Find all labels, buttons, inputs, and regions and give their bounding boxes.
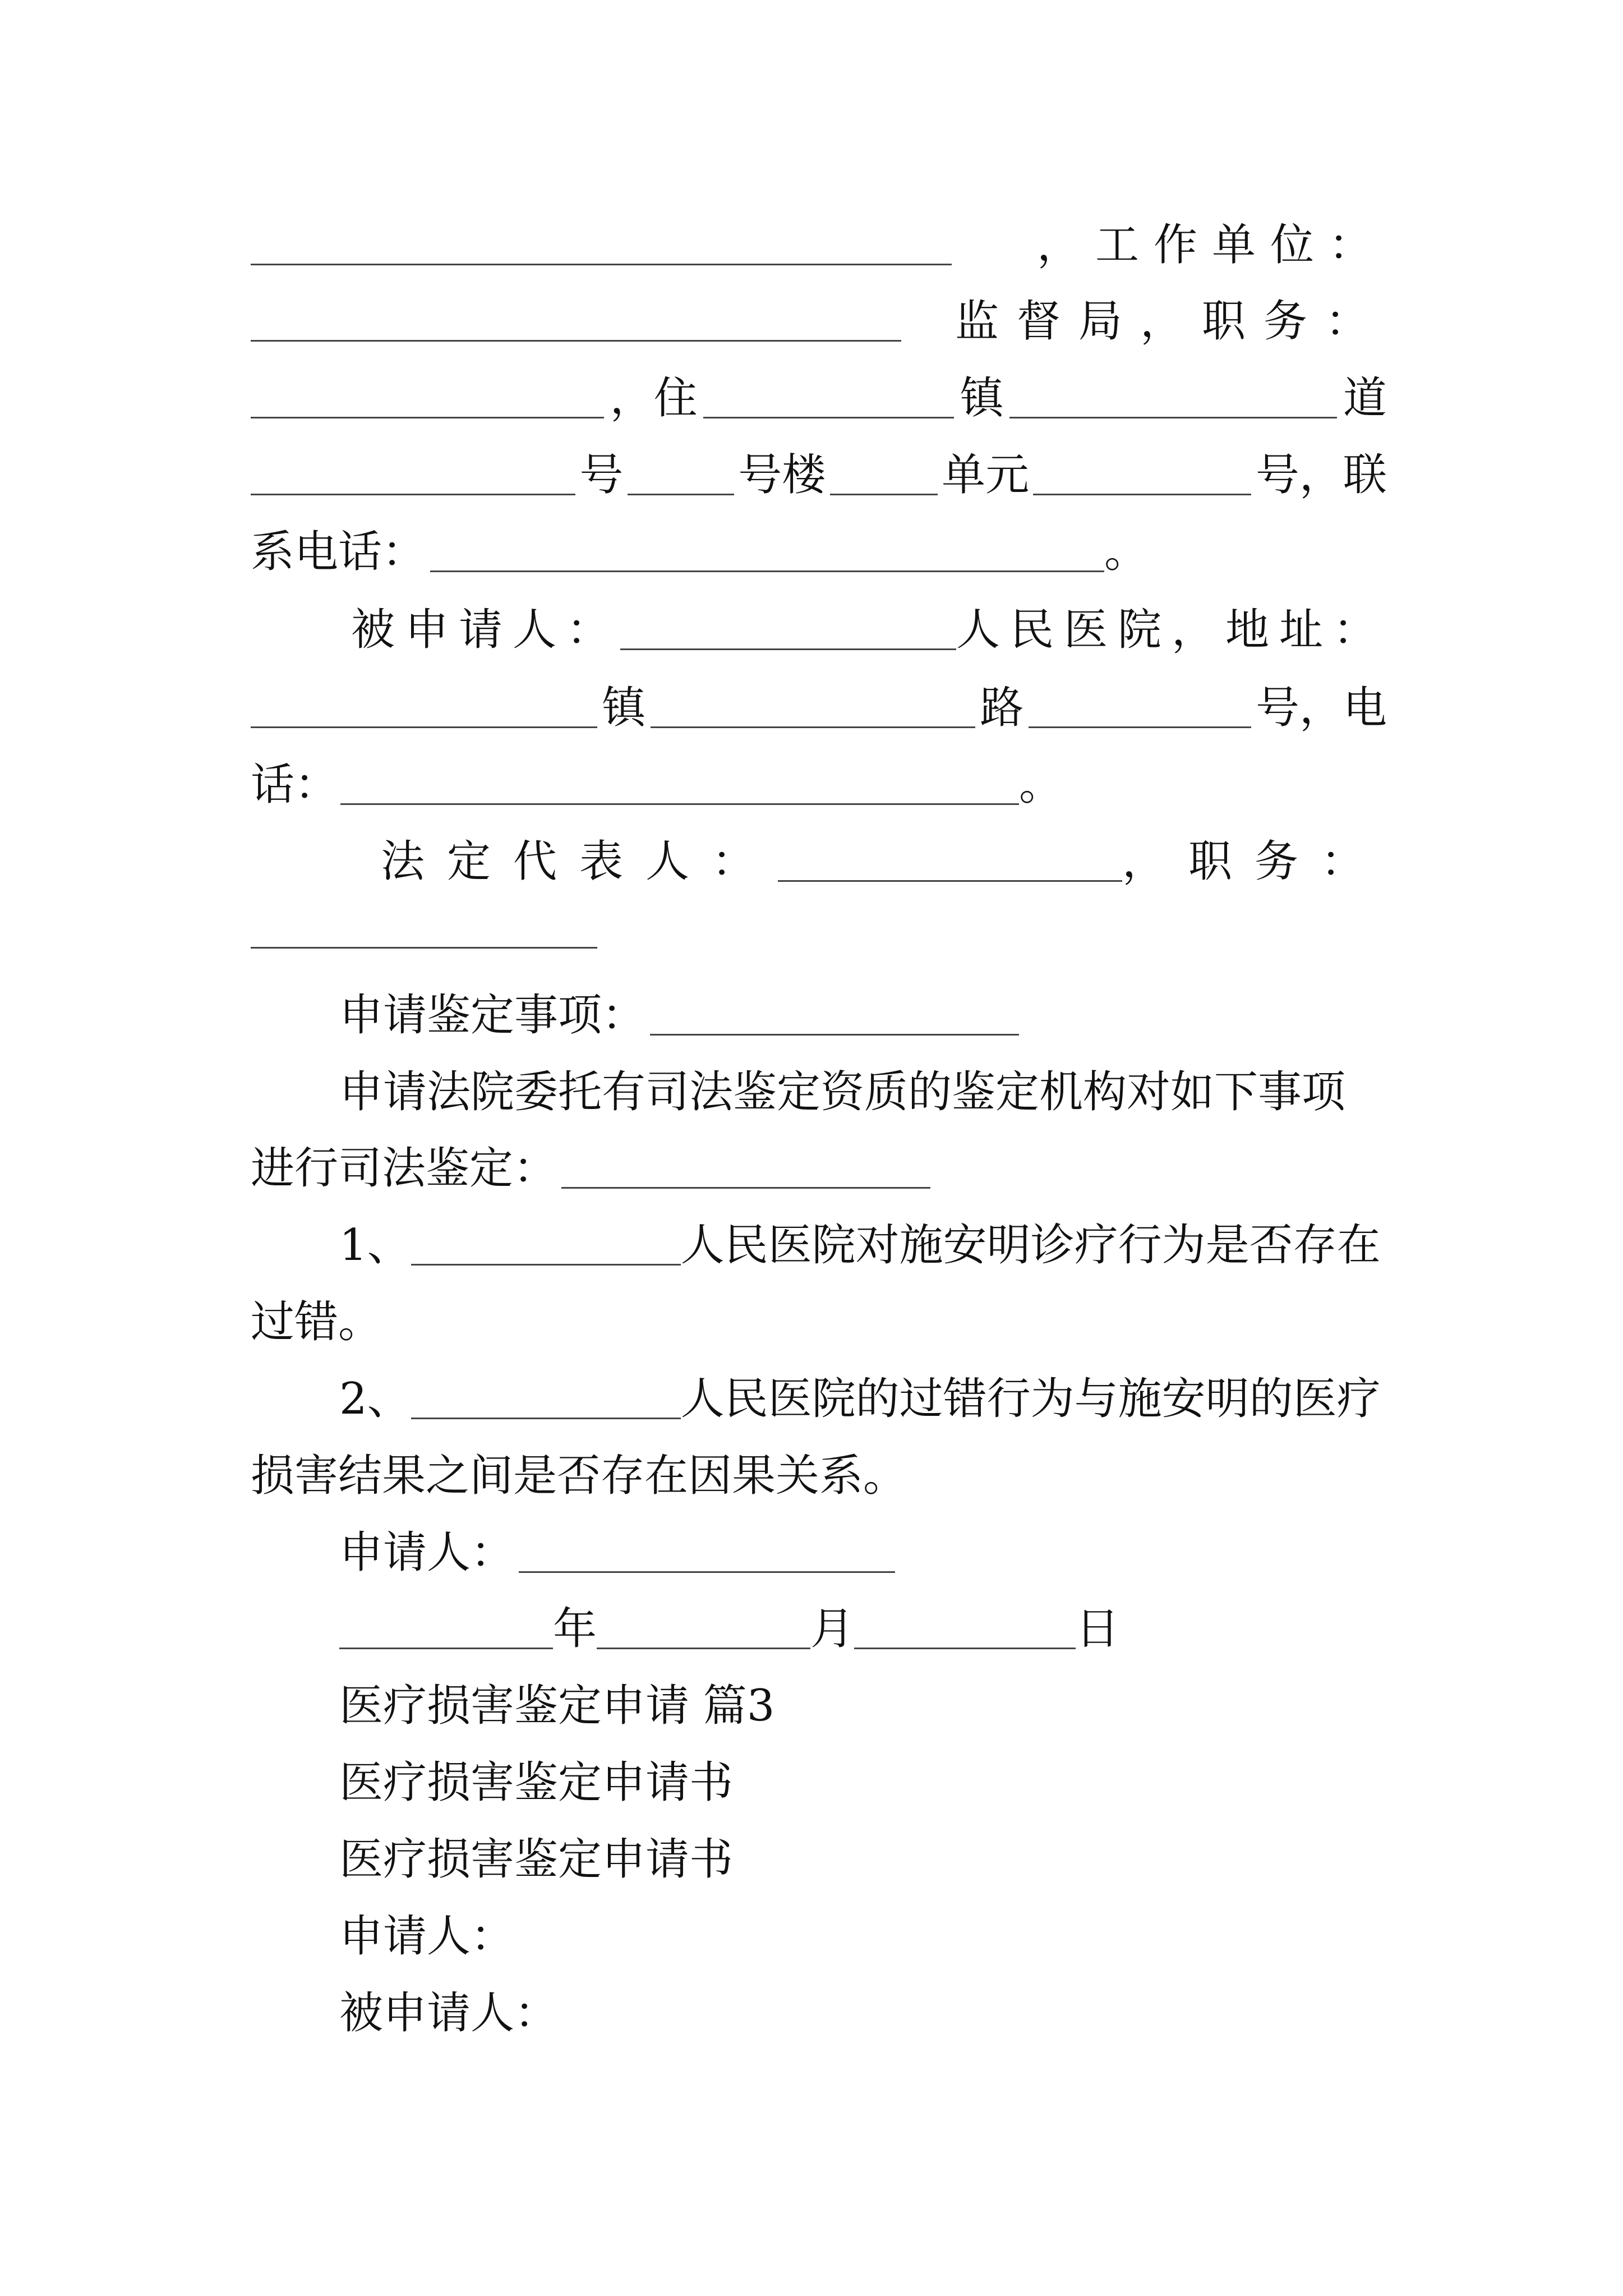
line-respondent-phone (251, 757, 1063, 813)
line-bureau-position (251, 293, 1387, 349)
list-item-1-cont (251, 1294, 382, 1350)
line-address (251, 370, 1387, 426)
blank-field (251, 902, 597, 949)
blank-field (1029, 682, 1251, 728)
text: 医疗损害鉴定申请书 (339, 1834, 734, 1885)
list-item-2-cont (251, 1448, 907, 1504)
blank-field (411, 1373, 681, 1419)
blank-field (411, 1219, 681, 1266)
heading (339, 1832, 733, 1888)
text: 2、 (339, 1374, 411, 1424)
text: ，工作单位： (1036, 220, 1387, 270)
blank-field (340, 758, 1019, 805)
text: 人民医院的过错行为与施安明的医疗 (680, 1374, 1381, 1424)
line-legal-rep (381, 834, 1387, 890)
blank-field (778, 835, 1122, 882)
line-address-number (251, 447, 1387, 503)
blank-field (1009, 372, 1337, 418)
text: 医疗损害鉴定申请书 (339, 1757, 734, 1808)
blank-field (251, 449, 575, 495)
text: 镇 (602, 683, 646, 733)
text: 号 (579, 450, 624, 500)
text: 年 (553, 1604, 597, 1654)
line-applicant (339, 1908, 514, 1964)
line-respondent (351, 602, 1387, 658)
text: 申请法院委托有司法鉴定资质的鉴定机构对如下事项 (339, 1067, 1346, 1117)
text: 系电话： (251, 527, 426, 577)
list-item-1 (339, 1217, 1381, 1273)
blank-field (628, 449, 734, 495)
text: 1、 (339, 1220, 411, 1271)
blank-field (830, 449, 938, 495)
line-signature (339, 1525, 895, 1581)
text: 监督局，职务： (955, 296, 1387, 347)
text: 单元 (942, 450, 1030, 500)
blank-field (251, 295, 901, 342)
list-item-2 (339, 1371, 1381, 1427)
text: 号楼 (738, 450, 826, 500)
text: 人民医院对施安明诊疗行为是否存在 (680, 1220, 1381, 1271)
text: 月 (810, 1604, 855, 1654)
heading (339, 1755, 733, 1811)
blank-field (1033, 449, 1251, 495)
section-title (339, 1678, 774, 1734)
text: ，住 (610, 373, 698, 424)
blank-field (430, 526, 1104, 572)
text: 人民医院，地址： (956, 605, 1387, 655)
text: 法定代表人： (381, 836, 778, 887)
line-date (339, 1601, 1119, 1657)
paragraph-line (251, 1140, 930, 1197)
line-respondent-address (251, 680, 1387, 736)
text: 损害结果之间是否存在因果关系。 (251, 1451, 907, 1501)
text: 被申请人： (351, 605, 621, 655)
blank-field (620, 604, 956, 650)
blank-field (561, 1142, 930, 1189)
blank-field (251, 219, 952, 265)
text: 医疗损害鉴定申请 篇3 (339, 1681, 775, 1731)
line-legal-rep-position (251, 900, 597, 956)
blank-field (519, 1526, 895, 1573)
text: 日 (1076, 1604, 1120, 1654)
blank-field (854, 1603, 1076, 1649)
blank-field (703, 372, 954, 418)
text: 申请鉴定事项： (339, 990, 646, 1041)
line-respondent-label (339, 1985, 558, 2041)
blank-field (651, 682, 975, 728)
text: 被申请人： (339, 1988, 559, 2039)
paragraph-line (339, 1064, 1345, 1120)
text: 话： (251, 760, 339, 810)
text: 号，电 (1255, 683, 1387, 733)
line-applicant-work-unit (251, 217, 1387, 273)
text: 。 (1104, 527, 1149, 577)
text: 申请人： (339, 1527, 515, 1578)
blank-field (650, 989, 1019, 1036)
text: 道 (1343, 373, 1387, 424)
blank-field (251, 682, 597, 728)
text: ，职务： (1122, 836, 1387, 887)
line-phone (251, 524, 1148, 580)
text: 镇 (960, 373, 1004, 424)
text: 过错。 (251, 1297, 382, 1347)
line-appraisal-matter (339, 987, 1019, 1043)
blank-field (251, 372, 604, 418)
text: 申请人： (339, 1911, 515, 1962)
blank-field (339, 1603, 553, 1649)
text: 。 (1019, 760, 1063, 810)
text: 号，联 (1255, 450, 1387, 500)
blank-field (597, 1603, 810, 1649)
text: 路 (980, 683, 1024, 733)
text: 进行司法鉴定： (251, 1143, 557, 1194)
